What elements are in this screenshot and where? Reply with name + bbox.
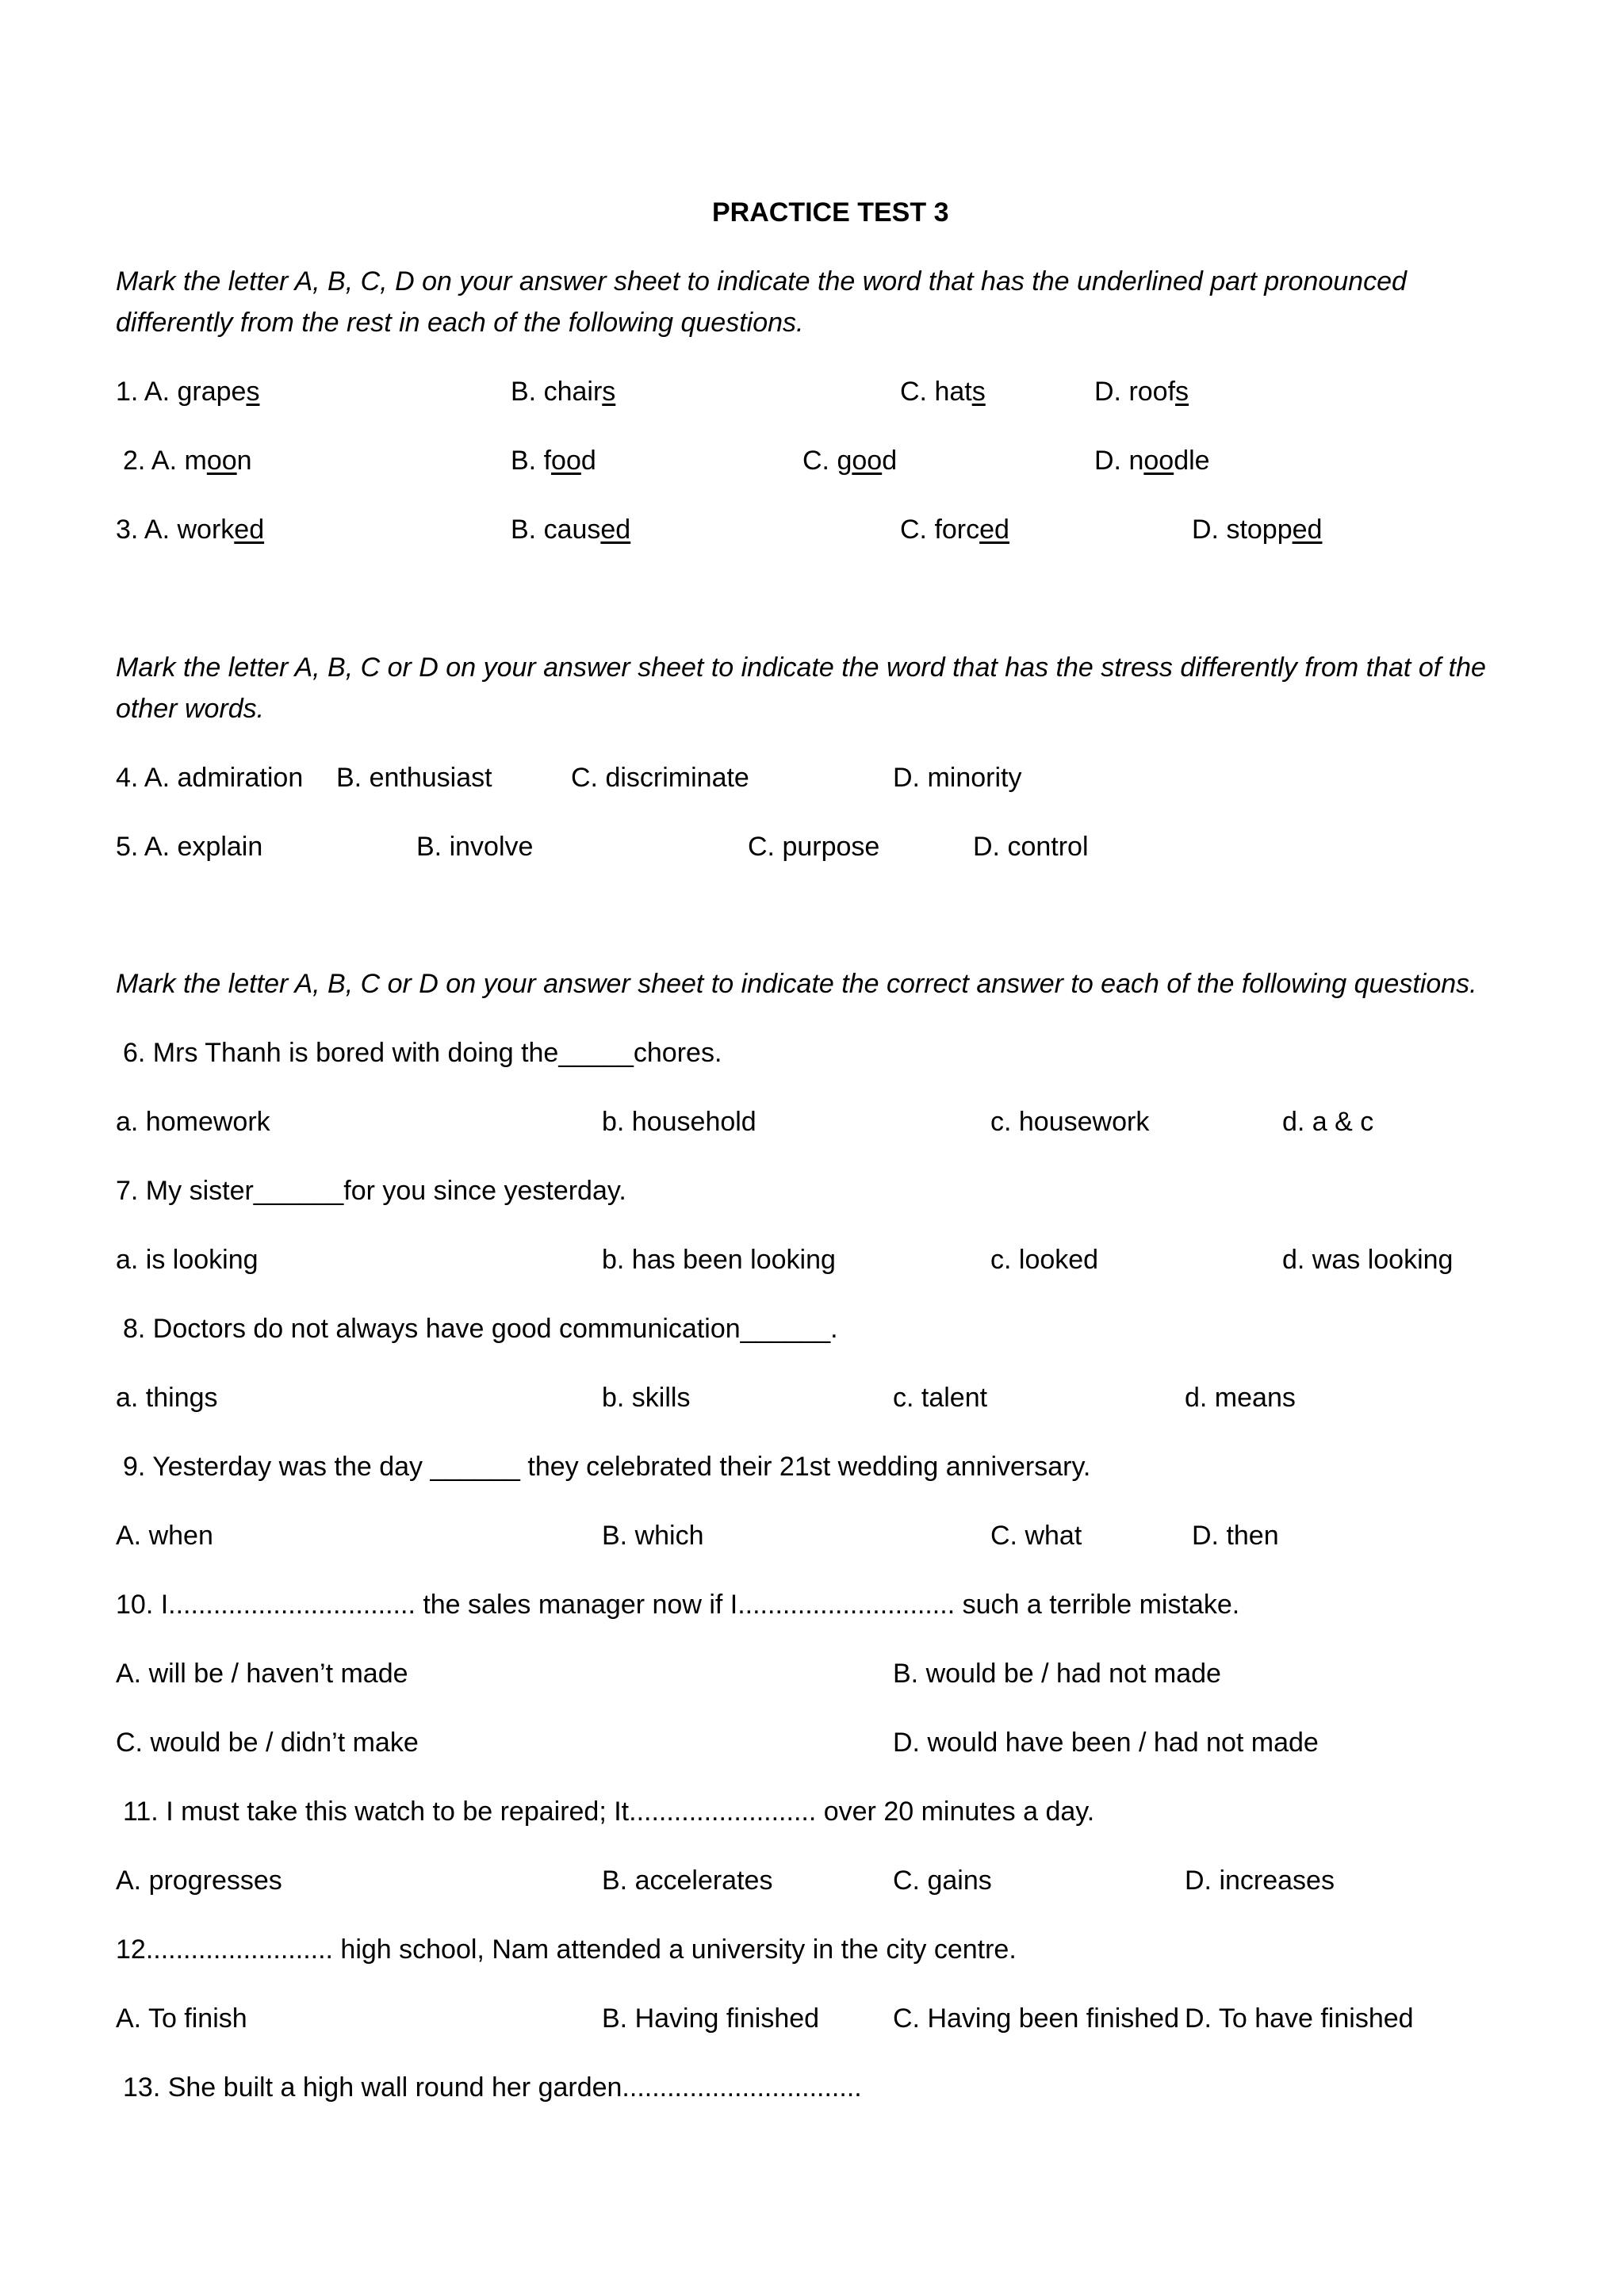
q3-option-b: B. caused [511,515,631,545]
q8-option-a: a. things [116,1383,218,1413]
page-title: PRACTICE TEST 3 [712,197,949,228]
q11-option-c: C. gains [893,1866,992,1896]
q6-stem: 6. Mrs Thanh is bored with doing the_____chores. [123,1038,722,1068]
q6-option-d: d. a & c [1282,1107,1374,1137]
q13-stem: 13. She built a high wall round her garden................................ [123,2072,862,2103]
underlined-sound: oo [551,446,581,476]
q3-option-c: C. forced [900,515,1009,545]
q6-option-c: c. housework [990,1107,1150,1137]
q5-option-c: C. purpose [748,832,880,862]
underlined-sound: oo [852,446,883,476]
q4-option-b: B. enthusiast [336,763,492,793]
q11-stem: 11. I must take this watch to be repaired; It......................... over 20 minutes a day. [123,1797,1095,1827]
q1-option-c: C. hats [900,377,986,407]
q2-option-c: C. good [802,446,898,476]
q8-option-b: b. skills [602,1383,691,1413]
q1-option-d: D. roofs [1094,377,1189,407]
q2-option-d: D. noodle [1094,446,1210,476]
q12-option-b: B. Having finished [602,2003,820,2034]
section-1-instruction-line-1: Mark the letter A, B, C, D on your answer sheet to indicate the word that has the underlined part pronounced [116,266,1407,297]
q7-stem: 7. My sister______for you since yesterday. [116,1176,626,1206]
section-2-instruction-line-1: Mark the letter A, B, C or D on your answer sheet to indicate the word that has the stress differently from that of the [116,652,1486,683]
q12-option-c: C. Having been finished [893,2003,1180,2034]
q8-option-c: c. talent [893,1383,988,1413]
underlined-sound: oo [1143,446,1174,476]
q7-option-b: b. has been looking [602,1245,836,1275]
q7-option-d: d. was looking [1282,1245,1454,1275]
q10-stem: 10. I................................. the sales manager now if I............................. such a terrible mistake. [116,1590,1240,1620]
q8-option-d: d. means [1185,1383,1296,1413]
q7-option-a: a. is looking [116,1245,259,1275]
q10-option-d: D. would have been / had not made [893,1728,1319,1758]
q2-option-a: 2. A. moon [123,446,252,476]
underlined-sound: s [1175,377,1189,407]
q5-option-d: D. control [973,832,1089,862]
section-1-instruction-line-2: differently from the rest in each of the following questions. [116,308,804,338]
q12-stem: 12......................... high school, Nam attended a university in the city centre. [116,1934,1017,1965]
q7-option-c: c. looked [990,1245,1099,1275]
q1-option-b: B. chairs [511,377,616,407]
q9-option-b: B. which [602,1521,704,1551]
underlined-sound: oo [206,446,237,476]
q9-option-a: A. when [116,1521,213,1551]
q6-option-b: b. household [602,1107,756,1137]
q11-option-b: B. accelerates [602,1866,773,1896]
q5-option-b: B. involve [416,832,534,862]
q6-option-a: a. homework [116,1107,270,1137]
q11-option-a: A. progresses [116,1866,282,1896]
q11-option-d: D. increases [1185,1866,1335,1896]
q12-option-a: A. To finish [116,2003,247,2034]
underlined-sound: ed [979,515,1009,545]
q9-option-d: D. then [1192,1521,1279,1551]
section-3-instruction: Mark the letter A, B, C or D on your answer sheet to indicate the correct answer to each of the following questions. [116,969,1477,999]
q4-option-d: D. minority [893,763,1022,793]
underlined-sound: ed [234,515,265,545]
q9-stem: 9. Yesterday was the day ______ they celebrated their 21st wedding anniversary. [123,1452,1091,1482]
q10-option-c: C. would be / didn’t make [116,1728,419,1758]
q12-option-d: D. To have finished [1185,2003,1414,2034]
q3-option-a: 3. A. worked [116,515,265,545]
underlined-sound: s [246,377,260,407]
q1-option-a: 1. A. grapes [116,377,260,407]
q5-option-a: 5. A. explain [116,832,263,862]
q9-option-c: C. what [990,1521,1082,1551]
q2-option-b: B. food [511,446,596,476]
q4-option-a: 4. A. admiration [116,763,304,793]
underlined-sound: s [971,377,986,407]
q4-option-c: C. discriminate [571,763,749,793]
q8-stem: 8. Doctors do not always have good communication______. [123,1314,838,1344]
q10-option-a: A. will be / haven’t made [116,1659,408,1689]
q10-option-b: B. would be / had not made [893,1659,1221,1689]
underlined-sound: ed [600,515,631,545]
q3-option-d: D. stopped [1192,515,1323,545]
section-2-instruction-line-2: other words. [116,694,265,724]
underlined-sound: ed [1292,515,1323,545]
underlined-sound: s [602,377,616,407]
